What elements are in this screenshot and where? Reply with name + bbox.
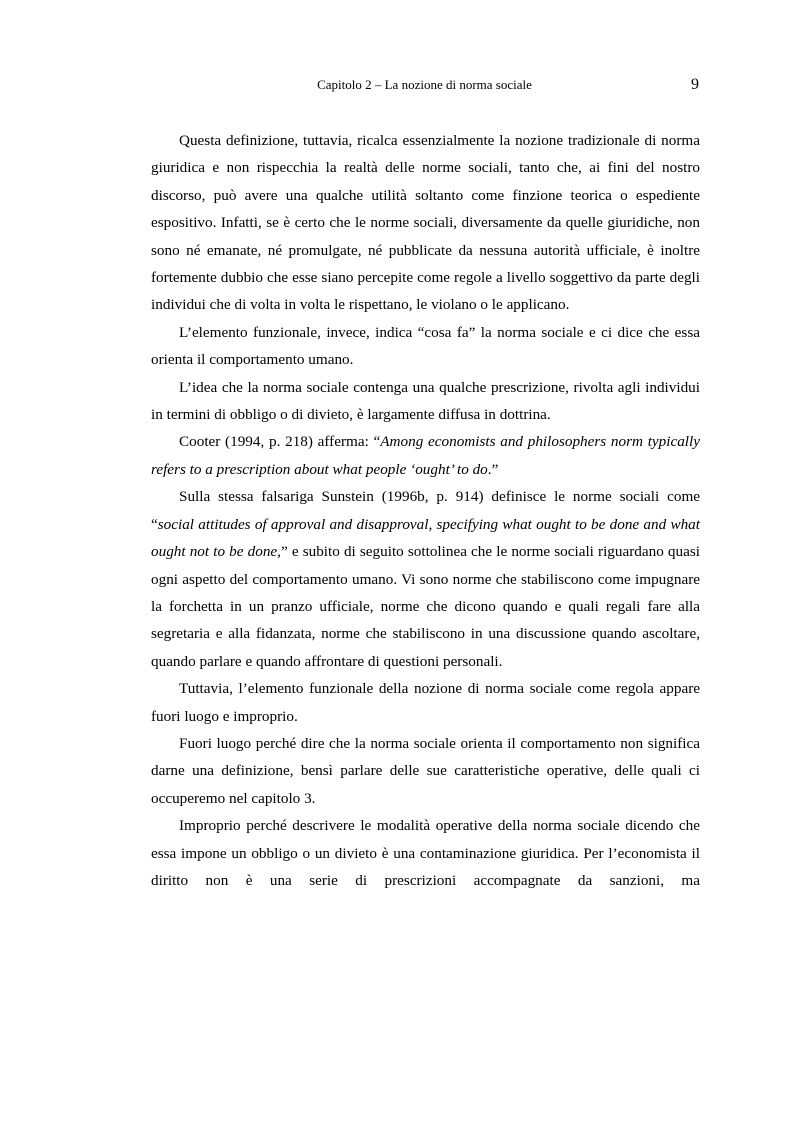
quote-intro: Cooter (1994, p. 218) afferma: “: [179, 433, 381, 451]
paragraph: L’elemento funzionale, invece, indica “cosa fa” la norma sociale e ci dice che essa orienta il comportamento umano.: [151, 323, 700, 369]
quote-outro: .”: [487, 460, 499, 478]
paragraph: L’idea che la norma sociale contenga una qualche prescrizione, rivolta agli individui in termini di obbligo o di divieto, è largamente diffusa in dottrina.: [151, 378, 700, 424]
quote-text: social attitudes of approval and disapproval, specifying what ought to be done and what ought not to be done: [151, 515, 700, 561]
running-header: [150, 75, 699, 95]
paragraph: Fuori luogo perché dire che la norma sociale orienta il comportamento non significa darne una definizione, bensì parlare delle sue caratteristiche operative, delle quali ci occuperemo nel capitolo 3.: [151, 734, 700, 807]
quote-outro: ,” e subito di seguito sottolinea che le norme sociali riguardano quasi ogni aspetto del comportamento umano. Vi sono norme che stabiliscono come impugnare la forchetta in un pranzo ufficiale, norme che dicono quando e quali regali fare alla segretaria e alla fidanzata, norme che stabiliscono in una discussione quando ascoltare, quando parlare e quando affrontare di questioni personali.: [151, 543, 700, 670]
quote-text: Among economists and philosophers norm typically refers to a prescription about what people ‘ought’ to do: [151, 433, 700, 478]
body-text: [151, 127, 700, 894]
paragraph: Tuttavia, l’elemento funzionale della nozione di norma sociale come regola appare fuori luogo e improprio.: [151, 680, 700, 725]
quote-intro: Sulla stessa falsariga Sunstein (1996b, p. 914) definisce le norme sociali come “: [151, 488, 700, 533]
paragraph-sunstein-quote: [151, 483, 700, 675]
paragraph-cooter-quote: [151, 428, 700, 483]
page-number: 9: [691, 76, 699, 93]
paragraph: Questa definizione, tuttavia, ricalca essenzialmente la nozione tradizionale di norma giuridica e non rispecchia la realtà delle norme sociali, tanto che, ai fini del nostro discorso, può avere una qualche utilità soltanto come finzione teorica o espediente espositivo. Infatti, se è certo che le norme sociali, diversamente da quelle giuridiche, non sono né emanate, né promulgate, né pubblicate da nessuna autorità ufficiale, è inoltre fortemente dubbio che esse siano percepite come regole a livello soggettivo da parte degli individui che di volta in volta le rispettano, le violano o le applicano.: [151, 132, 700, 314]
chapter-title: Capitolo 2 – La nozione di norma sociale: [317, 77, 532, 92]
paragraph: Improprio perché descrivere le modalità operative della norma sociale dicendo che essa impone un obbligo o un divieto è una contaminazione giuridica. Per l’economista il diritto non è una serie di prescrizioni accompagnate da sanzioni, ma: [151, 817, 700, 889]
